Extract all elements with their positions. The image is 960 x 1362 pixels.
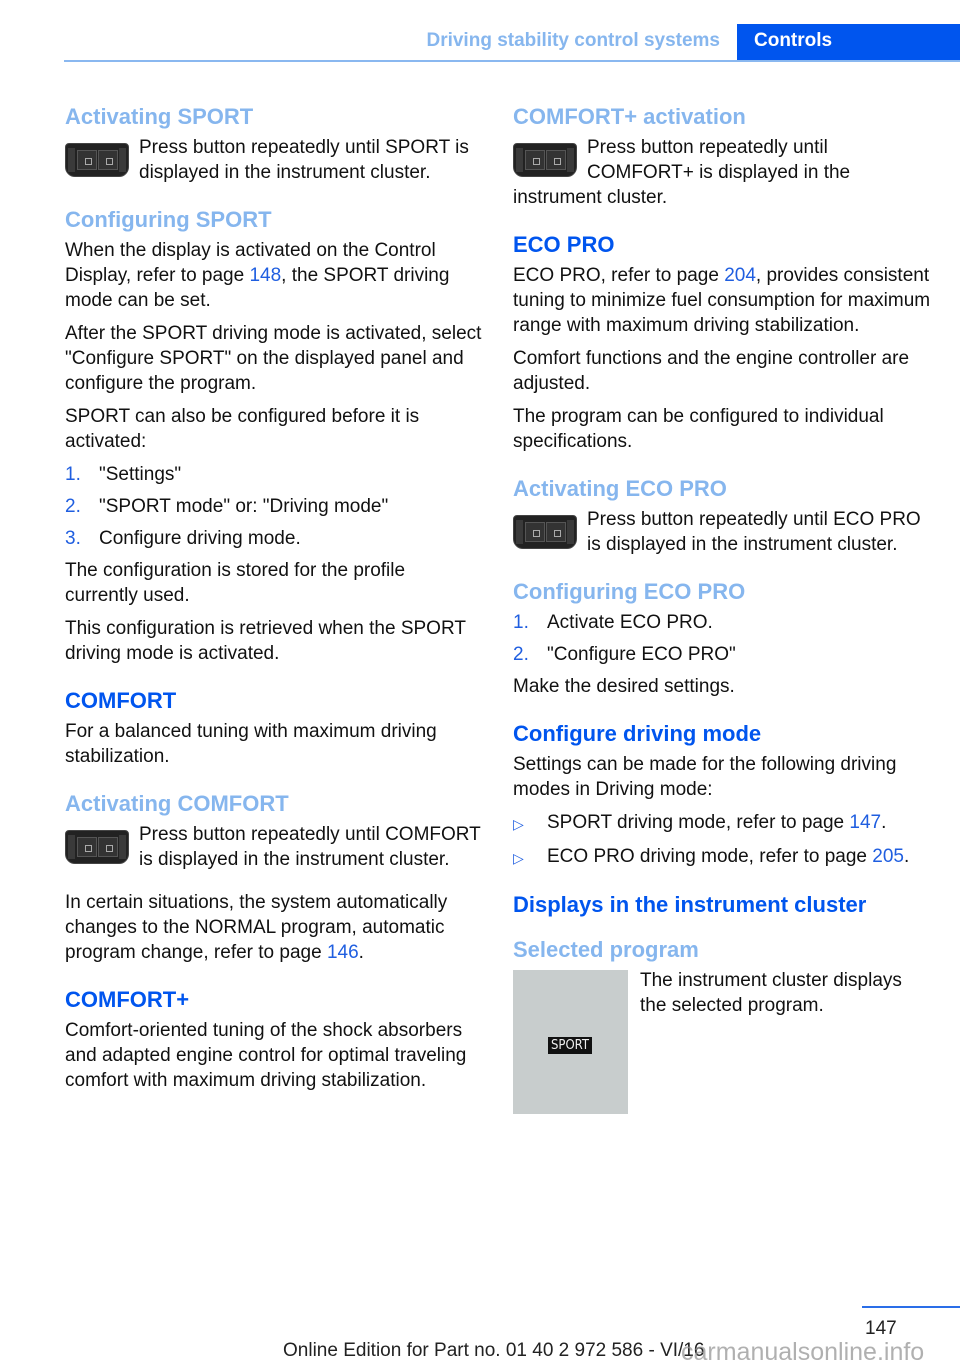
instrument-cluster-sport-image [513, 970, 628, 1114]
edition-text: Online Edition for Part no. 01 40 2 972 586 - VI/16 [283, 1340, 705, 1361]
page-link-148[interactable]: 148 [249, 265, 282, 286]
triangle-bullet-icon: ▷ [513, 850, 524, 866]
activating-sport-text: Press button repeatedly until SPORT is displayed in the instrument cluster. [139, 137, 469, 183]
comfort-text: For a balanced tuning with maximum driving stabilization. [65, 721, 437, 767]
page-link-147[interactable]: 147 [849, 812, 882, 833]
activating-comfort-p2: In certain situations, the system automatically changes to the NORMAL program, automatic program change, refer to page 146. [65, 892, 448, 963]
list-item: 2. "Configure ECO PRO" [513, 644, 736, 665]
activating-comfort-text: Press button repeatedly until COMFORT is displayed in the instrument cluster. [139, 824, 481, 870]
configuring-sport-p2: After the SPORT driving mode is activated, select "Configure SPORT" on the displayed panel and configure the program. [65, 323, 482, 394]
watermark: carmanualsonline.info [681, 1338, 925, 1362]
heading-configuring-sport: Configuring SPORT [65, 207, 272, 232]
list-item: 1. Activate ECO PRO. [513, 612, 713, 633]
selected-program-text: The instrument cluster displays the selected program. [640, 970, 902, 1016]
driving-experience-switch-icon [65, 830, 129, 864]
running-header-section: Driving stability control systems [426, 30, 720, 51]
page-link-146[interactable]: 146 [326, 942, 359, 963]
triangle-bullet-icon: ▷ [513, 816, 524, 832]
heading-eco-pro: ECO PRO [513, 232, 615, 257]
driving-mode-list [513, 810, 933, 871]
left-column [65, 102, 483, 1101]
eco-pro-p1: ECO PRO, refer to page 204, provides consistent tuning to minimize fuel consumption for maximum range with maximum driving stabilization. [513, 265, 931, 336]
comfort-plus-activation-block [513, 135, 933, 210]
eco-pro-p2: Comfort functions and the engine controller are adjusted. [513, 348, 910, 394]
heading-selected-program: Selected program [513, 937, 699, 962]
comfort-plus-text: Comfort-oriented tuning of the shock absorbers and adapted engine control for optimal traveling comfort with maximum driving stabilization. [65, 1020, 467, 1091]
sport-display-label: SPORT [548, 1037, 592, 1054]
activating-comfort-block [65, 822, 483, 872]
eco-pro-p3: The program can be configured to individual specifications. [513, 406, 884, 452]
page-link-204[interactable]: 204 [724, 265, 756, 286]
activating-sport-block [65, 135, 483, 185]
heading-activating-eco-pro: Activating ECO PRO [513, 476, 727, 501]
footer-rule [862, 1306, 960, 1308]
heading-configure-driving-mode: Configure driving mode [513, 721, 762, 746]
configure-sport-steps [65, 462, 483, 551]
right-column [513, 102, 933, 1118]
configuring-sport-p4: The configuration is stored for the profile currently used. [65, 560, 406, 606]
page-number: 147 [865, 1318, 897, 1339]
heading-configuring-eco-pro: Configuring ECO PRO [513, 579, 746, 604]
heading-comfort-plus-activation: COMFORT+ activation [513, 104, 746, 129]
driving-experience-switch-icon [65, 143, 129, 177]
heading-comfort-plus: COMFORT+ [65, 987, 190, 1012]
heading-comfort: COMFORT [65, 688, 177, 713]
driving-experience-switch-icon [513, 143, 577, 177]
list-item: ▷ ECO PRO driving mode, refer to page 205. [513, 844, 933, 871]
header-rule [64, 60, 960, 62]
list-item: 3. Configure driving mode. [65, 528, 301, 549]
heading-activating-comfort: Activating COMFORT [65, 791, 289, 816]
heading-activating-sport: Activating SPORT [65, 104, 254, 129]
configuring-sport-p3: SPORT can also be configured before it is activated: [65, 406, 420, 452]
activating-eco-pro-text: Press button repeatedly until ECO PRO is displayed in the instrument cluster. [587, 509, 921, 555]
activating-eco-pro-block [513, 507, 933, 557]
list-item: 2. "SPORT mode" or: "Driving mode" [65, 496, 389, 517]
comfort-plus-activation-text: Press button repeatedly until COMFORT+ is displayed in the instrument cluster. [513, 137, 851, 208]
configuring-eco-pro-p1: Make the desired settings. [513, 676, 735, 697]
chapter-tab: Controls [737, 24, 960, 62]
configuring-sport-p5: This configuration is retrieved when the SPORT driving mode is activated. [65, 618, 466, 664]
heading-displays-instrument-cluster: Displays in the instrument cluster [513, 892, 867, 917]
driving-experience-switch-icon [513, 515, 577, 549]
list-item: ▷ SPORT driving mode, refer to page 147. [513, 810, 933, 837]
configure-driving-mode-p1: Settings can be made for the following driving modes in Driving mode: [513, 754, 897, 800]
list-item: 1. "Settings" [65, 464, 182, 485]
configuring-sport-p1: When the display is activated on the Control Display, refer to page 148, the SPORT driving mode can be set. [65, 240, 450, 311]
selected-program-block [513, 968, 933, 1118]
configure-eco-pro-steps [513, 610, 933, 667]
page-link-205[interactable]: 205 [872, 846, 904, 867]
